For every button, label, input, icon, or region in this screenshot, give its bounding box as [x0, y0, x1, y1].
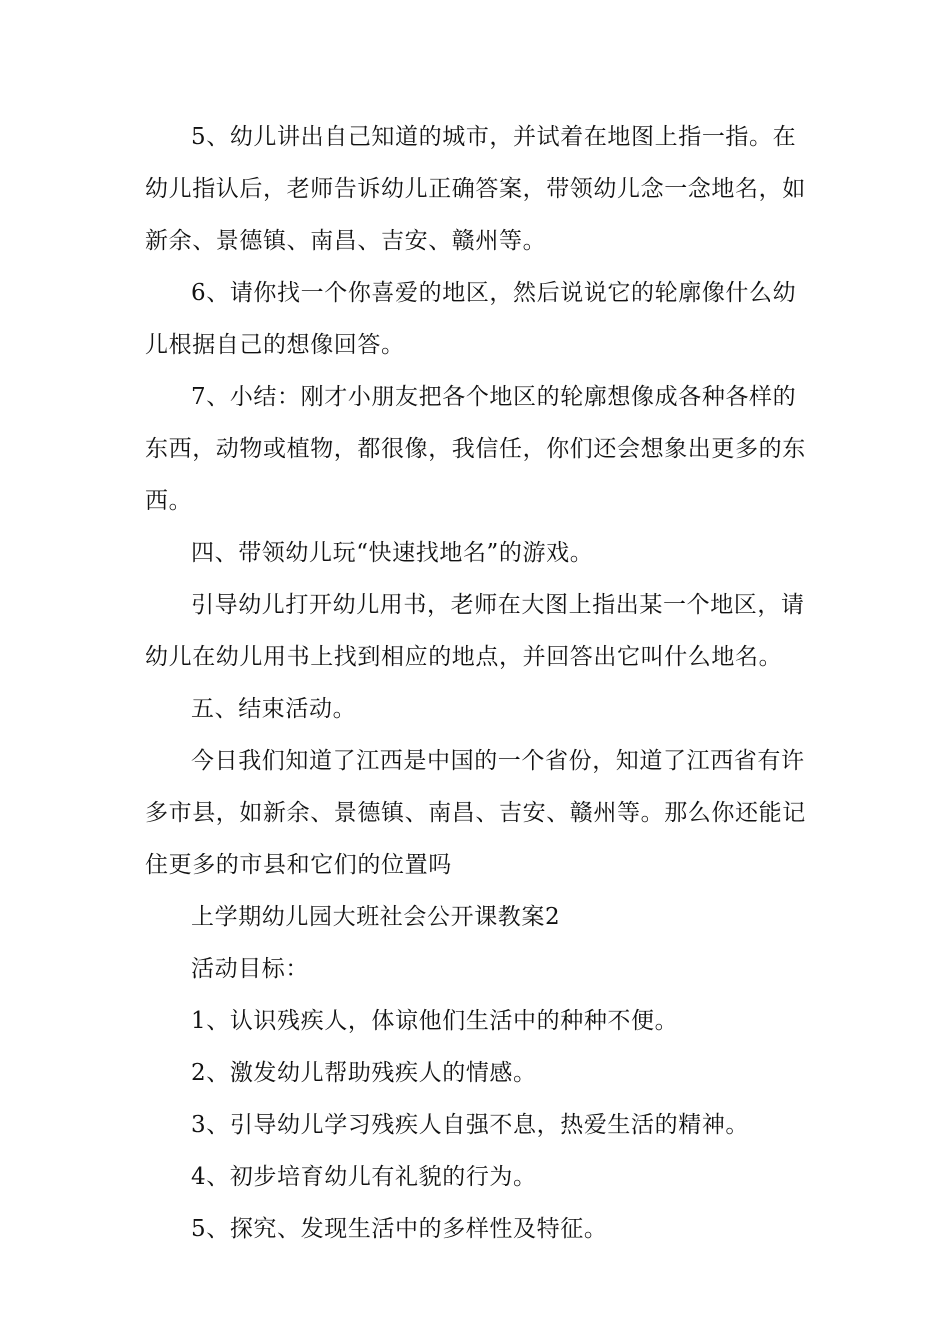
lesson-title: 上学期幼儿园大班社会公开课教案2: [191, 904, 561, 930]
objective-item-5: 5、探究、发现生活中的多样性及特征。: [191, 1216, 608, 1242]
section-heading-5: 五、结束活动。: [191, 696, 357, 722]
section-heading-4: 四、带领幼儿玩“快速找地名”的游戏。: [191, 540, 594, 566]
paragraph-step-5: 5、幼儿讲出自己知道的城市，并试着在地图上指一指。在幼儿指认后，老师告诉幼儿正确答案，带领幼儿念一念地名，如新余、景德镇、南昌、吉安、赣州等。: [145, 124, 806, 254]
objective-item-3: 3、引导幼儿学习残疾人自强不息，热爱生活的精神。: [191, 1112, 750, 1138]
paragraph-step-6: 6、请你找一个你喜爱的地区，然后说说它的轮廓像什么幼儿根据自己的想像回答。: [145, 280, 797, 358]
objective-item-1: 1、认识残疾人，体谅他们生活中的种种不便。: [191, 1008, 679, 1034]
objectives-heading: 活动目标：: [191, 956, 309, 982]
objective-item-2: 2、激发幼儿帮助残疾人的情感。: [191, 1060, 537, 1086]
objective-item-4: 4、初步培育幼儿有礼貌的行为。: [191, 1164, 537, 1190]
paragraph-game-instructions: 引导幼儿打开幼儿用书，老师在大图上指出某一个地区，请幼儿在幼儿用书上找到相应的地点，并回答出它叫什么地名。: [145, 592, 805, 670]
paragraph-summary: 今日我们知道了江西是中国的一个省份，知道了江西省有许多市县，如新余、景德镇、南昌、吉安、赣州等。那么你还能记住更多的市县和它们的位置吗: [145, 748, 806, 878]
document-body: [145, 111, 813, 1255]
paragraph-step-7: 7、小结：刚才小朋友把各个地区的轮廓想像成各种各样的东西，动物或植物，都很像，我信任，你们还会想象出更多的东西。: [145, 384, 806, 514]
